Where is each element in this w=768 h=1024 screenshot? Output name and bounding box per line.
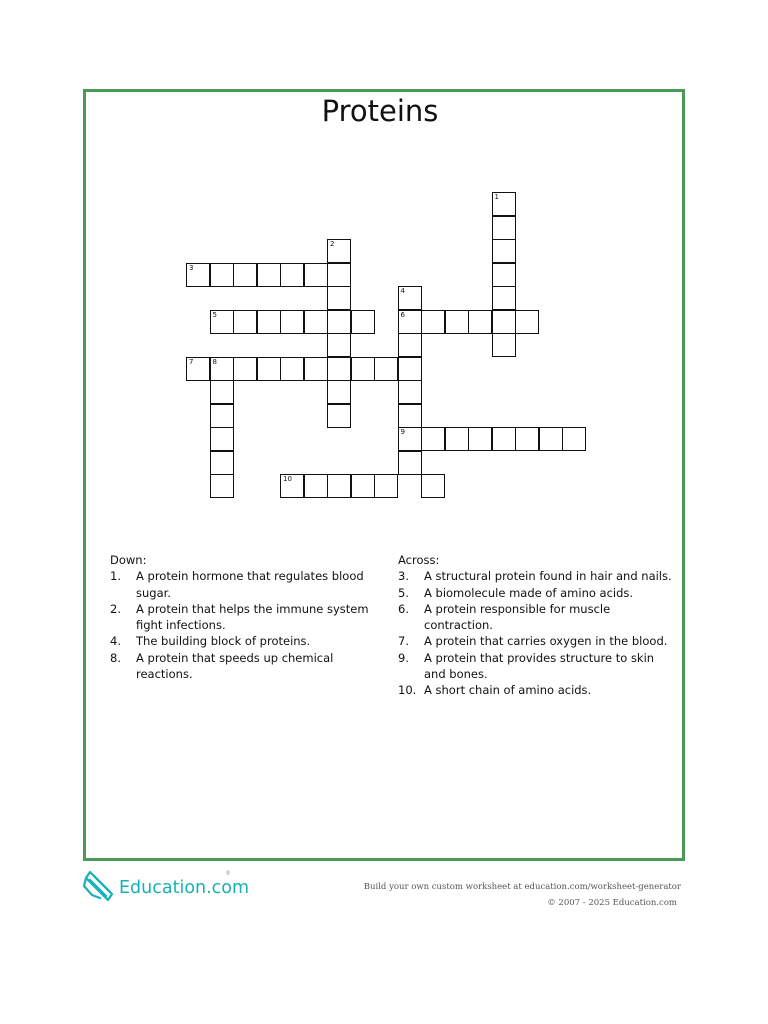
across-clues (398, 552, 673, 699)
clue-text: A protein responsible for muscle contraction. (424, 601, 611, 633)
clue-text: A biomolecule made of amino acids. (424, 585, 634, 600)
clue-item (110, 568, 375, 601)
clue-item (110, 633, 375, 649)
clue-text: A protein that speeds up chemical reactions. (136, 650, 334, 682)
clue-number-label: 3 (189, 263, 194, 272)
copyright-text: © 2007 - 2025 Education.com (547, 898, 677, 908)
clue-number-label: 5 (212, 310, 217, 319)
clue-item (398, 650, 673, 683)
clue-number: 4. (110, 634, 121, 649)
clue-number: 9. (398, 650, 409, 665)
clue-text: A protein that provides structure to skin and bones. (424, 650, 655, 682)
clue-number: 5. (398, 585, 409, 600)
clue-item (398, 585, 673, 601)
clue-number: 6. (398, 601, 409, 616)
clue-item (398, 601, 673, 634)
clue-number: 10. (398, 683, 417, 698)
clue-number-label: 2 (330, 240, 335, 248)
clue-item (398, 568, 673, 584)
pencil-logo-icon (81, 869, 115, 907)
clue-number-label: 6 (400, 310, 405, 319)
clue-number: 8. (110, 650, 121, 665)
worksheet-frame (83, 89, 685, 861)
clue-number: 3. (398, 569, 409, 584)
clue-number-label: 10 (283, 475, 292, 483)
page-title: Proteins (321, 94, 439, 128)
clue-number: 7. (398, 634, 409, 649)
clue-text: A protein that carries oxygen in the blood. (424, 634, 668, 649)
logo-text: Education.com (119, 878, 250, 898)
clue-number: 2. (110, 601, 121, 616)
clue-text: A structural protein found in hair and nails. (424, 569, 672, 584)
clue-number-label: 1 (494, 193, 499, 201)
clue-item (398, 633, 673, 649)
clue-item (110, 601, 375, 634)
down-heading: Down: (110, 553, 147, 567)
clue-number-label: 8 (212, 357, 217, 366)
clue-number-label: 7 (189, 357, 194, 366)
clue-item (398, 682, 673, 698)
clue-text: A protein hormone that regulates blood sugar. (136, 569, 364, 600)
clue-number-label: 4 (400, 287, 405, 295)
education-logo[interactable] (81, 869, 249, 907)
down-clues (110, 552, 375, 682)
across-heading: Across: (398, 553, 440, 567)
clue-number: 1. (110, 569, 121, 584)
clue-number-label: 9 (400, 428, 405, 436)
clue-text: A protein that helps the immune system fight infections. (136, 601, 369, 633)
clue-item (110, 650, 375, 683)
clue-text: A short chain of amino acids. (424, 683, 592, 698)
clue-text: The building block of proteins. (136, 634, 311, 649)
registered-mark: ® (225, 870, 231, 877)
generator-link[interactable]: Build your own custom worksheet at education.com/worksheet-generator (363, 882, 681, 892)
